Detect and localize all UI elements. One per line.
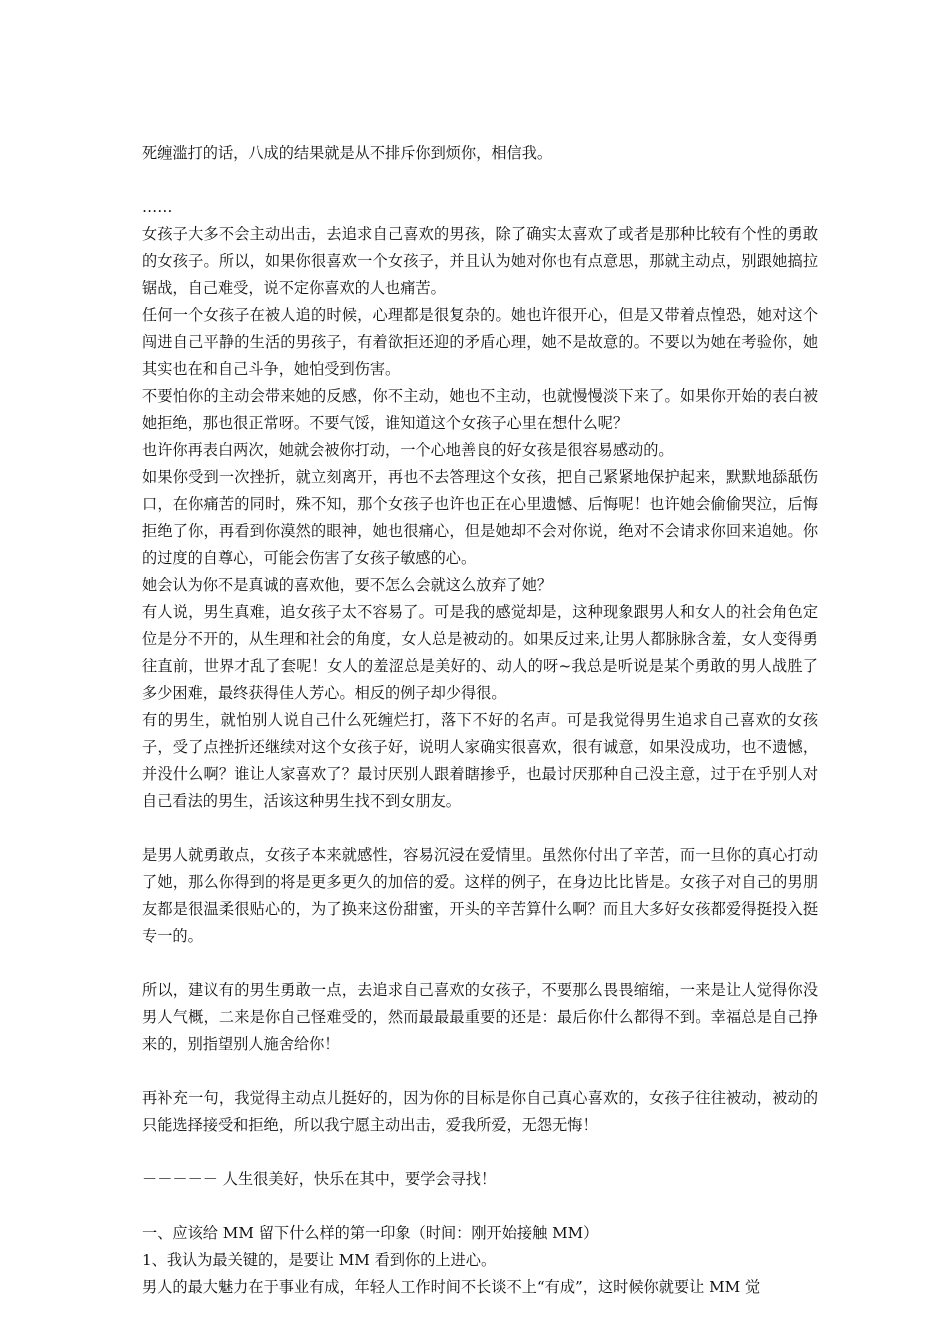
paragraph-9: 有的男生，就怕别人说自己什么死缠烂打，落下不好的名声。可是我觉得男生追求自己喜欢的女孩子，受了点挫折还继续对这个女孩子好，说明人家确实很喜欢，很有诚意，如果没成功，也不遗憾，并没什么啊？谁让人家喜欢了？最讨厌别人跟着瞎掺乎，也最讨厌那种自己没主意，过于在乎别人对自己看法的男生，活该这种男生找不到女朋友。	[142, 711, 818, 810]
paragraph-8: 有人说，男生真难，追女孩子太不容易了。可是我的感觉却是，这种现象跟男人和女人的社会角色定位是分不开的，从生理和社会的角度，女人总是被动的。如果反过来,让男人都脉脉含羞，女人变得勇往直前，世界才乱了套呢！女人的羞涩总是美好的、动人的呀~我总是听说是某个勇敢的男人战胜了多少困难，最终获得佳人芳心。相反的例子却少得很。	[142, 603, 818, 702]
spacer	[142, 167, 818, 194]
spacer	[142, 1139, 818, 1166]
spacer	[142, 950, 818, 977]
ellipsis-line: ……	[142, 198, 173, 216]
paragraph-1: 死缠滥打的话，八成的结果就是从不排斥你到烦你，相信我。	[142, 144, 553, 162]
paragraph-13: 男人的最大魅力在于事业有成，年轻人工作时间不长谈不上“有成”，这时候你就要让 MM 觉	[142, 1278, 761, 1296]
document-body	[142, 140, 818, 1301]
paragraph-4: 不要怕你的主动会带来她的反感，你不主动，她也不主动，也就慢慢淡下来了。如果你开始的表白被她拒绝，那也很正常呀。不要气馁，谁知道这个女孩子心里在想什么呢？	[142, 387, 818, 432]
paragraph-7: 她会认为你不是真诚的喜欢他，要不怎么会就这么放弃了她？	[142, 576, 553, 594]
section-point-1: 1、我认为最关键的，是要让 MM 看到你的上进心。	[142, 1251, 497, 1269]
paragraph-5: 也许你再表白两次，她就会被你打动，一个心地善良的好女孩是很容易感动的。	[142, 441, 674, 459]
paragraph-12: 再补充一句，我觉得主动点儿挺好的，因为你的目标是你自己真心喜欢的，女孩子往往被动，被动的只能选择接受和拒绝，所以我宁愿主动出击，爱我所爱，无怨无悔！	[142, 1089, 818, 1134]
paragraph-6: 如果你受到一次挫折，就立刻离开，再也不去答理这个女孩，把自己紧紧地保护起来，默默地舔舐伤口，在你痛苦的同时，殊不知，那个女孩子也许也正在心里遗憾、后悔呢！也许她会偷偷哭泣，后悔拒绝了你，再看到你漠然的眼神，她也很痛心，但是她却不会对你说，绝对不会请求你回来追她。你的过度的自尊心，可能会伤害了女孩子敏感的心。	[142, 468, 818, 567]
section-heading: 一、应该给 MM 留下什么样的第一印象（时间：刚开始接触 MM）	[142, 1224, 599, 1242]
spacer	[142, 1193, 818, 1220]
spacer	[142, 1058, 818, 1085]
paragraph-2: 女孩子大多不会主动出击，去追求自己喜欢的男孩，除了确实太喜欢了或者是那种比较有个性的勇敢的女孩子。所以，如果你很喜欢一个女孩子，并且认为她对你也有点意思，那就主动点，别跟她搞拉锯战，自己难受，说不定你喜欢的人也痛苦。	[142, 225, 818, 297]
paragraph-3: 任何一个女孩子在被人追的时候，心理都是很复杂的。她也许很开心，但是又带着点惶恐，她对这个闯进自己平静的生活的男孩子，有着欲拒还迎的矛盾心理，她不是故意的。不要以为她在考验你，她其实也在和自己斗争，她怕受到伤害。	[142, 306, 818, 378]
paragraph-10: 是男人就勇敢点，女孩子本来就感性，容易沉浸在爱情里。虽然你付出了辛苦，而一旦你的真心打动了她，那么你得到的将是更多更久的加倍的爱。这样的例子，在身边比比皆是。女孩子对自己的男朋友都是很温柔很贴心的，为了换来这份甜蜜，开头的辛苦算什么啊？而且大多好女孩都爱得挺投入挺专一的。	[142, 846, 818, 945]
paragraph-11: 所以，建议有的男生勇敢一点，去追求自己喜欢的女孩子，不要那么畏畏缩缩，一来是让人觉得你没男人气概，二来是你自己怪难受的，然而最最最重要的还是：最后你什么都得不到。幸福总是自己挣来的，别指望别人施舍给你！	[142, 981, 818, 1053]
spacer	[142, 815, 818, 842]
closing-motto: －－－－－ 人生很美好，快乐在其中，要学会寻找！	[142, 1170, 497, 1188]
